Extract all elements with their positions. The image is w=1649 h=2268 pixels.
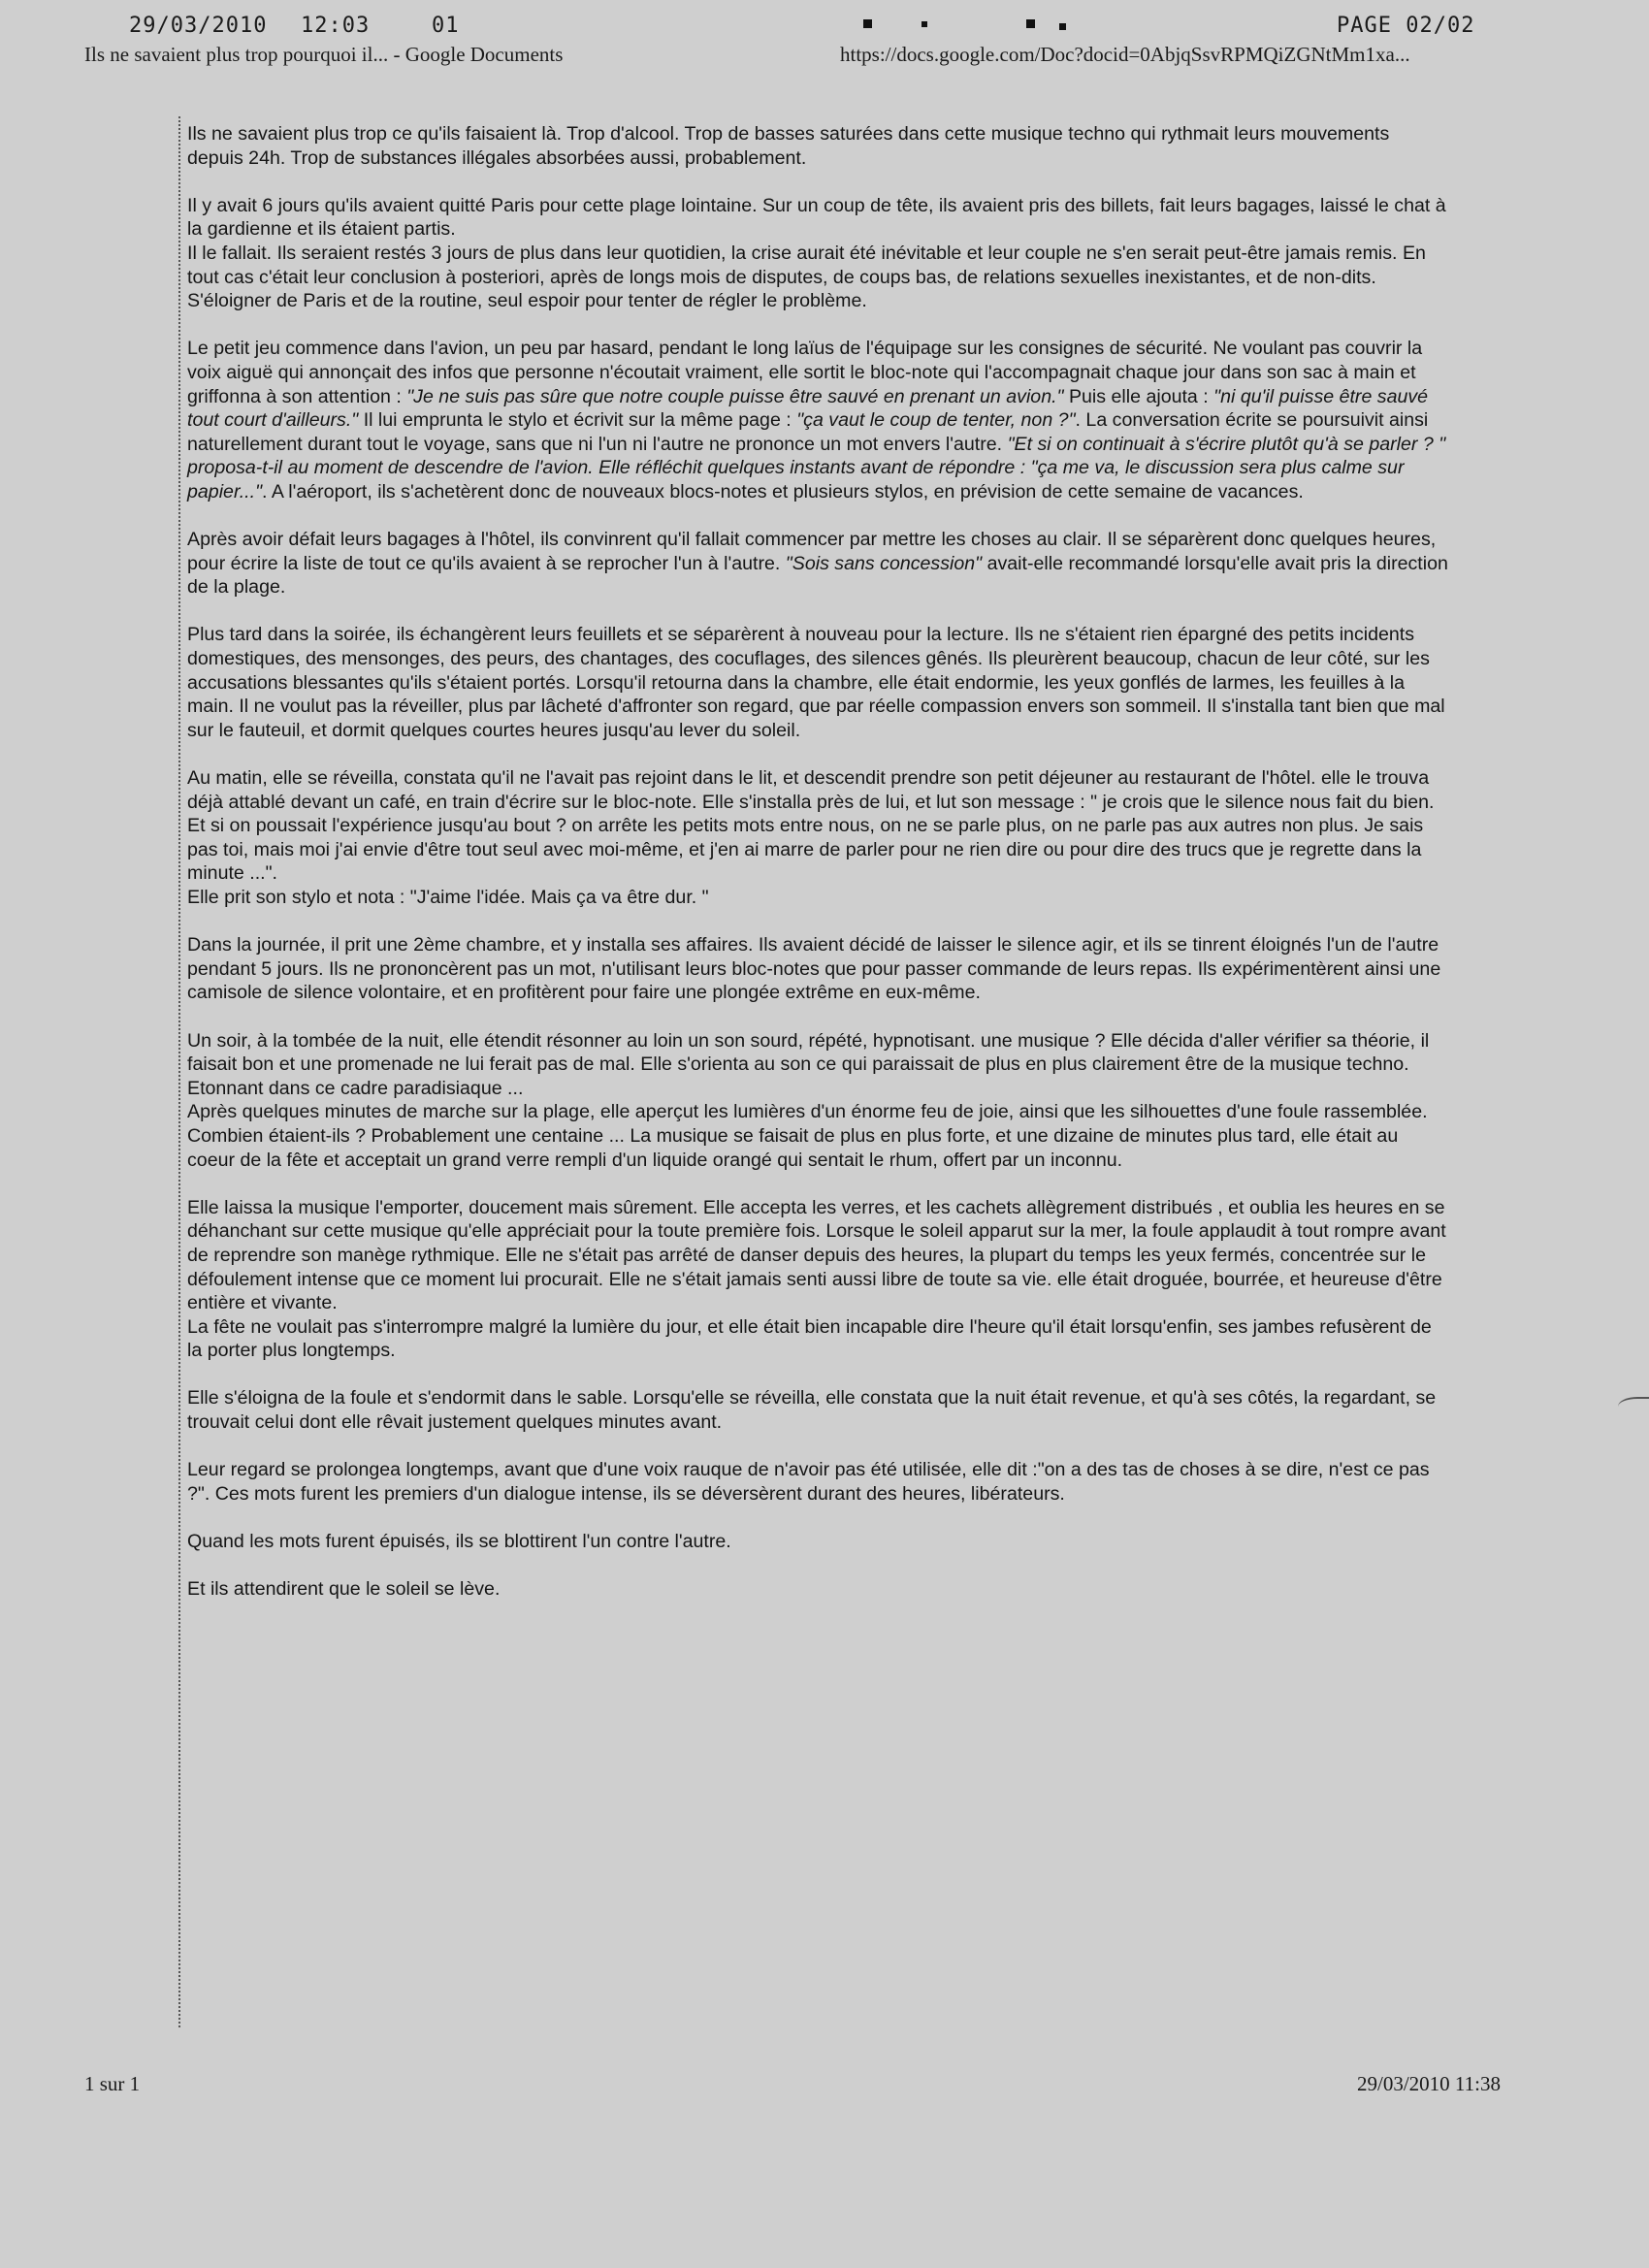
paragraph: Ils ne savaient plus trop ce qu'ils faisaient là. Trop d'alcool. Trop de basses saturées dans cette musique techno qui rythmait leurs mouvements depuis 24h. Trop de substances illégales absorbées aussi, probablement.: [187, 123, 1390, 169]
quote: "Et si on continuait à s'écrire plutôt qu'à se parler ? " proposa-t-il au moment de descendre de l'avion. Elle réfléchit quelques instants avant de répondre : "ça me va, le discussion sera plus calme sur papier...": [187, 433, 1446, 502]
paragraph: Le petit jeu commence dans l'avion, un peu par hasard, pendant le long laïus de l'équipage sur les consignes de sécurité. Ne voulant pas couvrir la voix aiguë qui annonçait des infos que personne n'écoutait vraiment, elle sortit le bloc-note qui l'accompagnait chaque jour dans son sac à main et griffonna à son attention : "Je ne suis pas sûre que notre couple puisse être sauvé en prenant un avion." Puis elle ajouta : "ni qu'il puisse être sauvé tout court d'ailleurs." Il lui emprunta le stylo et écrivit sur la même page : "ça vaut le coup de tenter, non ?". La conversation écrite se poursuivit ainsi naturellement durant tout le voyage, sans que ni l'un ni l'autre ne prononce un mot envers l'autre. "Et si on continuait à s'écrire plutôt qu'à se parler ? " proposa-t-il au moment de descendre de l'avion. Elle réfléchit quelques instants avant de répondre : "ça me va, le discussion sera plus calme sur papier...". A l'aéroport, ils s'achetèrent donc de nouveaux blocs-notes et plusieurs stylos, en prévision de cette semaine de vacances.: [187, 338, 1446, 502]
quote: "Sois sans concession": [785, 552, 983, 574]
paragraph: Quand les mots furent épuisés, ils se blottirent l'un contre l'autre.: [187, 1531, 731, 1553]
document-url: https://docs.google.com/Doc?docid=0AbjqSsvRPMQiZGNtMm1xa...: [840, 43, 1410, 66]
paragraph: Elle prit son stylo et nota : "J'aime l'idée. Mais ça va être dur. ": [187, 887, 709, 908]
paragraph: Un soir, à la tombée de la nuit, elle étendit résonner au loin un son sourd, répété, hypnotisant. une musique ? Elle décida d'aller vérifier sa théorie, il faisait bon et une promenade ne lui ferait pas de mal. Elle s'orienta au son ce qui paraissait de plus en plus clairement être de la musique techno. Etonnant dans ce cadre paradisiaque ...: [187, 1029, 1430, 1099]
paragraph: Elle laissa la musique l'emporter, doucement mais sûrement. Elle accepta les verres, et les cachets allègrement distribués , et oublia les heures en se déhanchant sur cette musique qu'elle appréciait pour la toute première fois. Lorsque le soleil apparut sur la mer, la foule applaudit à tout rompre avant de reprendre son manège rythmique. Elle ne s'était pas arrêté de danser depuis des heures, la plupart du temps les yeux fermés, concentrée sur le défoulement intense que ce moment lui procurait. Elle ne s'était jamais senti aussi libre de toute sa vie. elle était droguée, bourrée, et heureuse d'être entière et vivante.: [187, 1196, 1446, 1314]
quote: "ça vaut le coup de tenter, non ?": [796, 409, 1076, 432]
print-datetime: 29/03/2010 11:38: [1357, 2072, 1501, 2095]
scan-artifact: [1618, 1397, 1649, 1416]
paragraph: Et ils attendirent que le soleil se lève.: [187, 1578, 501, 1601]
quote: "Je ne suis pas sûre que notre couple puisse être sauvé en prenant un avion.": [406, 385, 1064, 407]
margin-rule: [178, 116, 180, 2027]
paragraph: Il y avait 6 jours qu'ils avaient quitté Paris pour cette plage lointaine. Sur un coup de tête, ils avaient pris des billets, fait leurs bagages, laissé le chat à la gardienne et ils étaient partis.: [187, 194, 1446, 241]
paragraph: Il le fallait. Ils seraient restés 3 jours de plus dans leur quotidien, la crise aurait été inévitable et leur couple ne s'en serait peut-être jamais remis. En tout cas c'était leur conclusion à posteriori, après de longs mois de disputes, de coups bas, de relations sexuelles inexistantes, et de non-dits. S'éloigner de Paris et de la routine, seul espoir pour tenter de régler le problème.: [187, 242, 1426, 312]
paragraph: Au matin, elle se réveilla, constata qu'il ne l'avait pas rejoint dans le lit, et descendit prendre son petit déjeuner au restaurant de l'hôtel. elle le trouva déjà attablé devant un café, en train d'écrire sur le bloc-note. Elle s'installa près de lui, et lut son message : " je crois que le silence nous fait du bien. Et si on poussait l'expérience jusqu'au bout ? on arrête les petits mots entre nous, on ne se parle plus, on ne parle pas aux autres non plus. Je sais pas toi, mais moi j'ai envie d'être tout seul avec moi-même, et j'en ai marre de parler pour ne rien dire ou pour dire des trucs que je regrette dans la minute ...".: [187, 767, 1435, 885]
document-title: Ils ne savaient plus trop pourquoi il... - Google Documents: [84, 43, 564, 66]
paragraph: Après quelques minutes de marche sur la plage, elle aperçut les lumières d'un énorme feu de joie, ainsi que les silhouettes d'une foule rassemblée. Combien étaient-ils ? Probablement une centaine ... La musique se faisait de plus en plus forte, et une dizaine de minutes plus tard, elle était au coeur de la fête et acceptait un grand verre rempli d'un liquide orangé qui sentait le rhum, offert par un inconnu.: [187, 1101, 1428, 1171]
paragraph: Dans la journée, il prit une 2ème chambre, et y installa ses affaires. Ils avaient décidé de laisser le silence agir, et ils se tinrent éloignés l'un de l'autre pendant 5 jours. Ils ne prononcèrent pas un mot, n'utilisant leurs bloc-notes que pour passer commande de leurs repas. Ils expérimentèrent ainsi une camisole de silence volontaire, et en profitèrent pour faire une plongée extrême en eux-même.: [187, 934, 1441, 1004]
paragraph: Elle s'éloigna de la foule et s'endormit dans le sable. Lorsqu'elle se réveilla, elle constata que la nuit était revenue, et qu'à ses côtés, la regardant, se trouvait celui dont elle rêvait justement quelques minutes avant.: [187, 1387, 1437, 1434]
paragraph: Leur regard se prolongea longtemps, avant que d'une voix rauque de n'avoir pas été utilisée, elle dit :"on a des tas de choses à se dire, n'est ce pas ?". Ces mots furent les premiers d'un dialogue intense, ils se déversèrent durant des heures, libérateurs.: [187, 1459, 1430, 1505]
paragraph: La fête ne voulait pas s'interrompre malgré la lumière du jour, et elle était bien incapable dire l'heure qu'il était lorsqu'enfin, ses jambes refusèrent de la porter plus longtemps.: [187, 1315, 1432, 1362]
fax-line-id: 01: [432, 14, 460, 38]
paragraph: Après avoir défait leurs bagages à l'hôtel, ils convinrent qu'il fallait commencer par mettre les choses au clair. Il se séparèrent donc quelques heures, pour écrire la liste de tout ce qu'ils avaient à se reprocher l'un à l'autre. "Sois sans concession" avait-elle recommandé lorsqu'elle avait pris la direction de la plage.: [187, 529, 1448, 599]
paragraph: Plus tard dans la soirée, ils échangèrent leurs feuillets et se séparèrent à nouveau pour la lecture. Ils ne s'étaient rien épargné des petits incidents domestiques, des mensonges, des peurs, des chantages, des cocuflages, des silences gênés. Ils pleurèrent beaucoup, chacun de leur côté, sur les accusations blessantes qu'ils s'étaient portés. Lorsqu'il retourna dans la chambre, elle était endormie, les yeux gonflés de larmes, les feuilles à la main. Il ne voulut pas la réveiller, plus par lâcheté d'affronter son regard, que par réelle compassion envers son sommeil. Il s'installa tant bien que mal sur le fauteuil, et dormit quelques courtes heures jusqu'au lever du soleil.: [187, 624, 1445, 741]
page-count: 1 sur 1: [84, 2072, 141, 2095]
fax-time: 12:03: [301, 14, 371, 38]
fax-page-number: PAGE 02/02: [1337, 14, 1475, 38]
fax-date: 29/03/2010: [129, 14, 268, 38]
quote: "ni qu'il puisse être sauvé tout court d'ailleurs.": [187, 385, 1429, 432]
document-body: [187, 122, 1448, 1625]
